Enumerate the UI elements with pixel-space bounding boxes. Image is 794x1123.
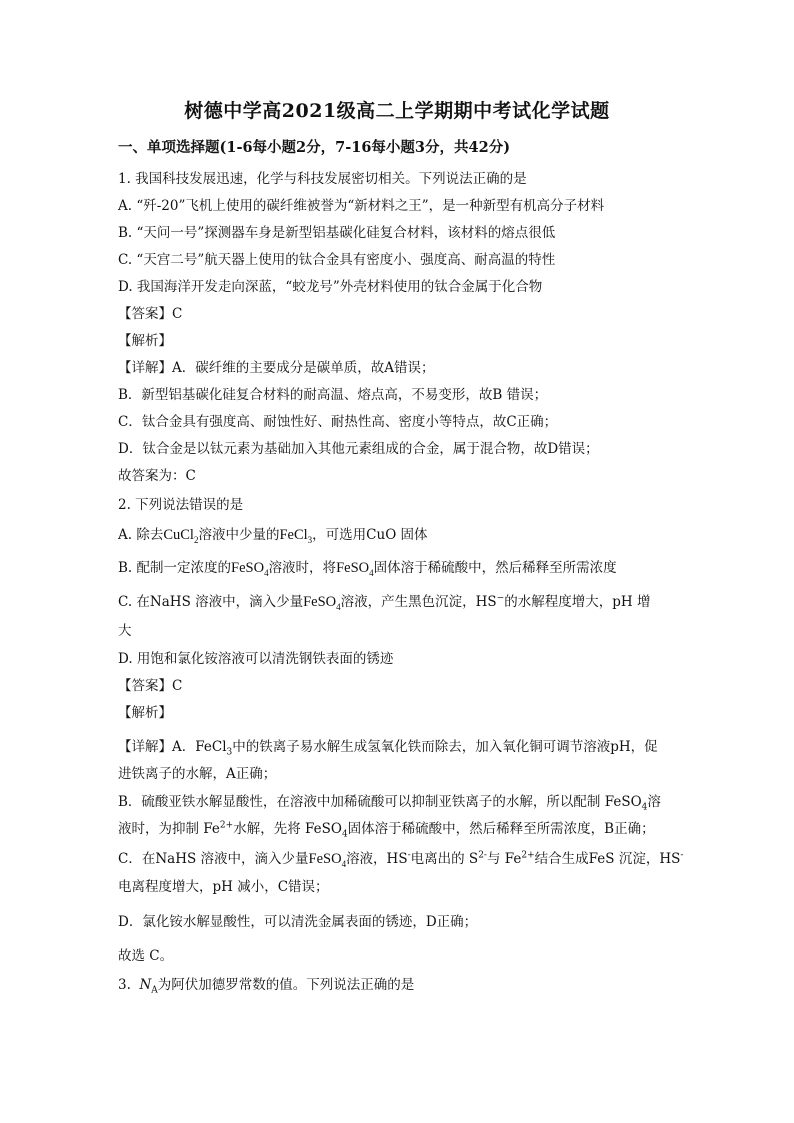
q2-option-a [118, 526, 678, 544]
text: B. 配制一定浓度的 [118, 560, 232, 576]
section-heading: 一、单项选择题(1-6每小题2分，7-16每小题3分，共42分) [118, 139, 511, 156]
subscript: 4 [336, 601, 341, 612]
q1-detail-c: C．钛合金具有强度高、耐蚀性好、耐热性高、密度小等特点，故C正确； [118, 414, 558, 430]
q2-detail-c [118, 850, 684, 869]
superscript: − [496, 593, 505, 604]
text: 溶液，HS [346, 851, 408, 867]
q2-final-answer: 故选 C。 [118, 948, 174, 964]
formula-feso4 [309, 851, 347, 867]
text: 【详解】A．FeCl [118, 739, 227, 755]
q1-stem: 1. 我国科技发展迅速，化学与科技发展密切相关。下列说法正确的是 [118, 171, 527, 187]
q1-analysis-label: 【解析】 [118, 333, 172, 349]
superscript: 2+ [521, 850, 535, 861]
q3-stem [118, 976, 678, 994]
q1-option-a: A. “歼-20”飞机上使用的碳纤维被誉为“新材料之王”，是一种新型有机高分子材料 [118, 198, 605, 214]
q1-final-answer: 故答案为：C [118, 468, 196, 484]
formula-cucl2 [163, 527, 198, 543]
text: 溶液，产生黑色沉淀，HS [340, 594, 497, 610]
superscript: 2- [478, 850, 487, 861]
formula-text: FeSO [336, 560, 370, 576]
q2-option-b [118, 559, 678, 577]
text: 电离出的 S [410, 851, 479, 867]
text: C．在NaHS 溶液中，滴入少量 [118, 851, 309, 867]
q2-option-c [118, 593, 678, 611]
q2-option-d: D. 用饱和氯化铵溶液可以清洗钢铁表面的锈迹 [118, 651, 394, 667]
subscript: 4 [369, 567, 374, 578]
q1-option-c: C. “天宫二号”航天器上使用的钛合金具有密度小、强度高、耐高温的特性 [118, 252, 556, 268]
q2-answer: 【答案】C [118, 678, 183, 694]
q1-detail-a: 【详解】A．碳纤维的主要成分是碳单质，故A错误； [118, 360, 435, 376]
formula-fecl3 [279, 527, 312, 543]
formula-text: FeSO [303, 594, 337, 610]
text: 液时，为抑制 Fe [118, 821, 220, 837]
text: 水解，先将 FeSO [233, 821, 342, 837]
subscript: 3 [226, 747, 233, 758]
q2-detail-b-cont [118, 820, 678, 838]
formula-text: FeCl [279, 527, 308, 543]
text: A. 除去 [118, 527, 164, 543]
text: 固体溶于稀硫酸中，然后稀释至所需浓度，B正确； [347, 821, 655, 837]
superscript: - [407, 850, 411, 861]
text: 溶液中少量的 [198, 527, 280, 543]
q2-stem: 2. 下列说法错误的是 [118, 497, 244, 513]
formula-feso4 [231, 560, 269, 576]
superscript: 2+ [219, 820, 234, 831]
subscript: 4 [341, 858, 347, 869]
text: B．硫酸亚铁水解显酸性，在溶液中加稀硫酸可以抑制亚铁离子的水解，所以配制 FeSO [118, 794, 642, 810]
formula-text: CuCl [163, 527, 194, 543]
text: 溶 [647, 794, 661, 810]
q1-detail-d: D．钛合金是以钛元素为基础加入其他元素组成的合金，属于混合物，故D错误； [118, 441, 599, 457]
formula-text: FeSO [308, 851, 342, 867]
exam-title: 树德中学高2021级高二上学期期中考试化学试题 [184, 100, 610, 122]
formula-feso4 [336, 560, 374, 576]
text: 的水解程度增大，pH 增 [504, 594, 651, 610]
subscript: 4 [341, 829, 348, 840]
q2-option-c-cont: 大 [118, 623, 132, 639]
formula-text: FeSO [231, 560, 265, 576]
q1-option-b: B. “天问一号”探测器车身是新型铝基碳化硅复合材料，该材料的熔点很低 [118, 225, 556, 241]
subscript: 3 [307, 534, 313, 545]
q1-detail-b: B．新型铝基碳化硅复合材料的耐高温、熔点高，不易变形，故B 错误； [118, 387, 548, 403]
na-symbol: N [139, 977, 152, 993]
text: 结合生成FeS 沉淀，HS [534, 851, 681, 867]
q2-detail-a-cont: 进铁离子的水解，A正确； [118, 766, 277, 782]
subscript: 2 [193, 534, 199, 545]
q2-detail-c-cont: 电离程度增大，pH 减小，C错误； [118, 879, 329, 895]
q1-option-d: D. 我国海洋开发走向深蓝，“蛟龙号”外壳材料使用的钛合金属于化合物 [118, 279, 543, 295]
na-subscript: A [151, 985, 158, 996]
text: ，可选用CuO 固体 [312, 527, 428, 543]
text: 中的铁离子易水解生成氢氧化铁而除去，加入氧化铜可调节溶液pH，促 [232, 739, 658, 755]
text: 固体溶于稀硫酸中，然后稀释至所需浓度 [373, 560, 617, 576]
text: 与 Fe [486, 851, 522, 867]
question-number: 3. [118, 977, 131, 993]
q2-detail-b [118, 793, 678, 811]
superscript: - [680, 850, 684, 861]
q1-answer: 【答案】C [118, 306, 183, 322]
q2-analysis-label: 【解析】 [118, 705, 172, 721]
text: 为阿伏加德罗常数的值。下列说法正确的是 [157, 977, 415, 993]
text: 溶液时，将 [268, 560, 337, 576]
q2-detail-a [118, 738, 678, 756]
q2-detail-d: D．氯化铵水解显酸性，可以清洗金属表面的锈迹，D正确； [118, 914, 478, 930]
text: C. 在NaHS 溶液中，滴入少量 [118, 594, 304, 610]
subscript: 4 [641, 802, 648, 813]
subscript: 4 [264, 567, 269, 578]
formula-feso4 [303, 594, 341, 610]
